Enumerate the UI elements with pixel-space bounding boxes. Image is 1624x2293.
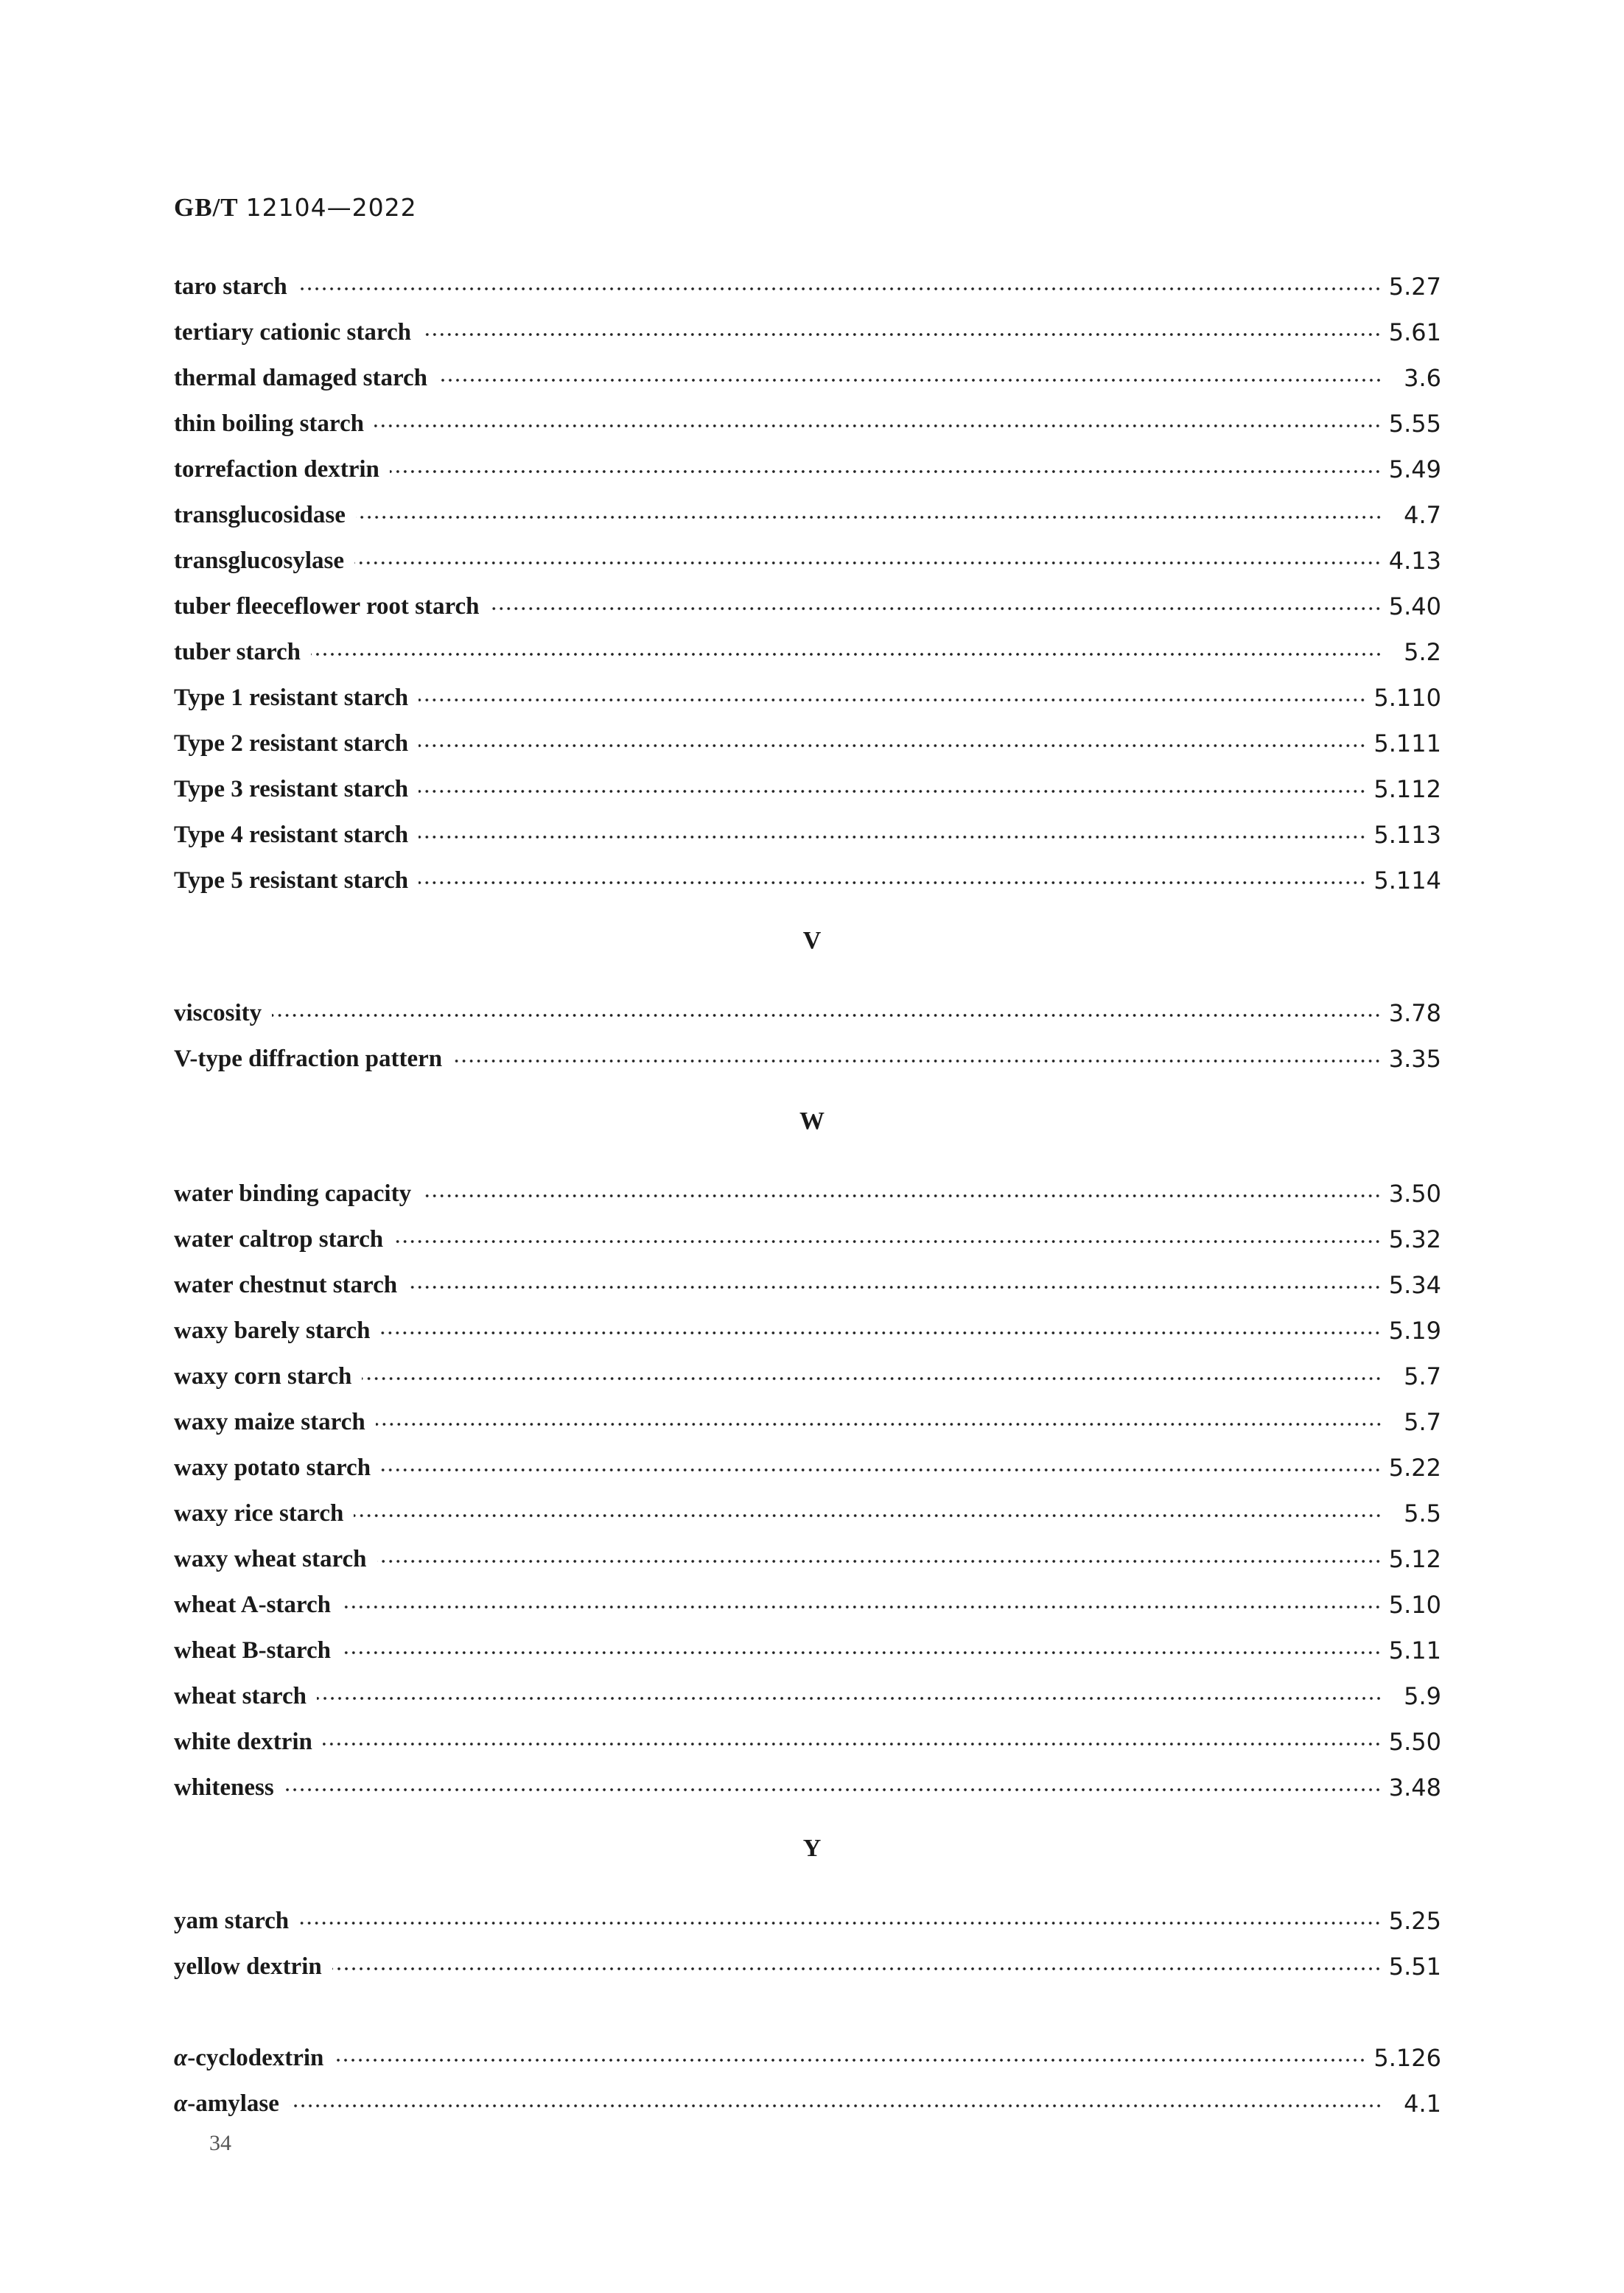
entry-term: taro starch [174, 273, 287, 300]
dot-leader [452, 1058, 1382, 1064]
entry-reference: 5.7 [1404, 1408, 1441, 1436]
section-letter-v: V [802, 927, 822, 954]
entry-reference: 4.13 [1388, 547, 1441, 575]
index-entry [174, 538, 1441, 584]
dot-leader [419, 834, 1366, 840]
entry-reference: 5.27 [1388, 273, 1441, 301]
entry-term: thermal damaged starch [174, 364, 428, 391]
entry-reference: 5.10 [1388, 1591, 1441, 1619]
dot-leader [334, 2057, 1366, 2063]
index-entry [174, 2035, 1441, 2081]
entry-reference: 5.50 [1388, 1728, 1441, 1756]
standard-prefix: GB/T [174, 193, 239, 222]
entry-term-text: -cyclodextrin [187, 2044, 324, 2071]
dot-leader [438, 377, 1382, 383]
dot-leader [356, 514, 1382, 520]
index-entry [174, 1262, 1441, 1308]
index-entry [174, 1216, 1441, 1262]
entry-term: Type 2 resistant starch [174, 729, 409, 757]
entry-term: waxy corn starch [174, 1362, 352, 1390]
index-entry [174, 990, 1441, 1036]
dot-leader [393, 1239, 1382, 1244]
greek-prefix: α [174, 2090, 188, 2117]
dot-leader [341, 1650, 1382, 1656]
entry-reference: 5.12 [1388, 1545, 1441, 1573]
index-entry [174, 1719, 1441, 1765]
entry-reference: 5.2 [1404, 638, 1441, 666]
entry-term: waxy rice starch [174, 1499, 344, 1527]
index-entry [174, 858, 1441, 903]
entry-term: tertiary cationic starch [174, 318, 411, 346]
entry-term: viscosity [174, 999, 262, 1026]
index-entry [174, 675, 1441, 721]
dot-leader [354, 1513, 1382, 1519]
dot-leader [332, 1966, 1382, 1972]
dot-leader [341, 1604, 1382, 1610]
dot-leader [290, 2103, 1382, 2109]
dot-leader [362, 1376, 1382, 1382]
entry-term: waxy wheat starch [174, 1545, 367, 1572]
dot-leader [419, 743, 1366, 749]
section-letter-w: W [799, 1107, 825, 1135]
index-entry [174, 1944, 1441, 1989]
dot-leader [380, 1330, 1381, 1336]
index-group [174, 1171, 1441, 1810]
index-entry [174, 812, 1441, 858]
index-entry [174, 1898, 1441, 1944]
page-header [174, 193, 417, 223]
entry-term: transglucosidase [174, 501, 346, 528]
entry-term: water chestnut starch [174, 1271, 398, 1298]
index-entry [174, 766, 1441, 812]
entry-term: wheat B-starch [174, 1636, 331, 1664]
entry-reference: 5.9 [1404, 1682, 1441, 1710]
index-entry [174, 1582, 1441, 1628]
entry-reference: 5.32 [1388, 1225, 1441, 1253]
entry-term: whiteness [174, 1774, 274, 1801]
greek-prefix: α [174, 2044, 188, 2071]
entry-term: Type 5 resistant starch [174, 867, 409, 894]
entry-term: white dextrin [174, 1728, 312, 1755]
dot-leader [317, 1695, 1382, 1701]
index-entry [174, 1673, 1441, 1719]
entry-term: wheat A-starch [174, 1591, 331, 1618]
dot-leader [311, 651, 1382, 657]
entry-term: transglucosylase [174, 547, 344, 574]
dot-leader [421, 332, 1382, 337]
entry-reference: 4.1 [1404, 2090, 1441, 2118]
index-entry [174, 309, 1441, 355]
index-group [174, 1898, 1441, 1989]
entry-term: waxy barely starch [174, 1317, 371, 1344]
index-entry [174, 1036, 1441, 1082]
dot-leader [419, 697, 1366, 703]
entry-reference: 3.6 [1404, 364, 1441, 392]
index-entry [174, 629, 1441, 675]
index-group [174, 264, 1441, 903]
dot-leader [381, 1467, 1382, 1473]
dot-leader [299, 1920, 1382, 1926]
dot-leader [374, 423, 1382, 429]
entry-term: thin boiling starch [174, 410, 364, 437]
standard-code: 12104—2022 [245, 193, 417, 222]
dot-leader [323, 1741, 1382, 1747]
entry-term: Type 4 resistant starch [174, 821, 409, 848]
dot-leader [376, 1421, 1382, 1427]
entry-reference: 5.61 [1388, 318, 1441, 346]
dot-leader [490, 606, 1382, 612]
entry-term: yam starch [174, 1907, 290, 1934]
entry-reference: 4.7 [1404, 501, 1441, 529]
entry-reference: 5.11 [1388, 1636, 1441, 1664]
entry-reference: 5.114 [1373, 867, 1441, 895]
index-entry [174, 401, 1441, 447]
index-entry [174, 1491, 1441, 1536]
index-entry [174, 721, 1441, 766]
entry-reference: 3.50 [1388, 1180, 1441, 1208]
entry-reference: 5.112 [1373, 775, 1441, 803]
dot-leader [298, 286, 1382, 292]
dot-leader [419, 880, 1366, 886]
entry-term [174, 2045, 334, 2072]
entry-reference: 5.49 [1388, 455, 1441, 483]
section-letter-y: Y [802, 1835, 822, 1862]
index-entry [174, 1399, 1441, 1445]
index-entry [174, 1354, 1441, 1399]
index-entry [174, 492, 1441, 538]
entry-term: yellow dextrin [174, 1953, 322, 1980]
entry-reference: 5.5 [1404, 1499, 1441, 1527]
dot-leader [377, 1558, 1382, 1564]
entry-reference: 5.51 [1388, 1953, 1441, 1981]
dot-leader [284, 1787, 1382, 1793]
entry-term: waxy maize starch [174, 1408, 365, 1435]
index-entry [174, 1628, 1441, 1673]
index-entry [174, 1308, 1441, 1354]
entry-reference: 5.111 [1373, 729, 1441, 757]
entry-term: wheat starch [174, 1682, 307, 1709]
entry-term: Type 1 resistant starch [174, 684, 409, 711]
entry-reference: 3.35 [1388, 1045, 1441, 1073]
entry-term: water caltrop starch [174, 1225, 384, 1253]
entry-reference: 5.19 [1388, 1317, 1441, 1345]
entry-term: water binding capacity [174, 1180, 412, 1207]
index-entry [174, 1765, 1441, 1810]
entry-term [174, 2090, 290, 2118]
dot-leader [354, 560, 1382, 566]
entry-reference: 5.55 [1388, 410, 1441, 438]
page-number: 34 [209, 2131, 231, 2155]
entry-reference: 3.48 [1388, 1774, 1441, 1802]
index-entry [174, 447, 1441, 492]
entry-term: tuber fleeceflower root starch [174, 592, 480, 620]
dot-leader [407, 1284, 1382, 1290]
index-entry [174, 1171, 1441, 1216]
entry-reference: 5.110 [1373, 684, 1441, 712]
index-entry [174, 355, 1441, 401]
entry-reference: 5.126 [1373, 2044, 1441, 2072]
entry-reference: 5.7 [1404, 1362, 1441, 1390]
index-group [174, 2035, 1441, 2126]
index-entry [174, 1445, 1441, 1491]
entry-term: V-type diffraction pattern [174, 1045, 443, 1072]
index-entry [174, 584, 1441, 629]
index-entry [174, 1536, 1441, 1582]
dot-leader [272, 1012, 1382, 1018]
dot-leader [390, 469, 1382, 475]
entry-term-text: -amylase [187, 2090, 279, 2117]
entry-reference: 5.34 [1388, 1271, 1441, 1299]
index-entry [174, 2081, 1441, 2126]
dot-leader [421, 1193, 1382, 1199]
index-entry [174, 264, 1441, 309]
entry-term: tuber starch [174, 638, 301, 665]
entry-reference: 5.113 [1373, 821, 1441, 849]
entry-reference: 3.78 [1388, 999, 1441, 1027]
entry-reference: 5.25 [1388, 1907, 1441, 1935]
entry-term: waxy potato starch [174, 1454, 371, 1481]
entry-term: torrefaction dextrin [174, 455, 379, 483]
index-group [174, 990, 1441, 1082]
entry-reference: 5.40 [1388, 592, 1441, 620]
entry-reference: 5.22 [1388, 1454, 1441, 1482]
dot-leader [419, 788, 1366, 794]
entry-term: Type 3 resistant starch [174, 775, 409, 802]
